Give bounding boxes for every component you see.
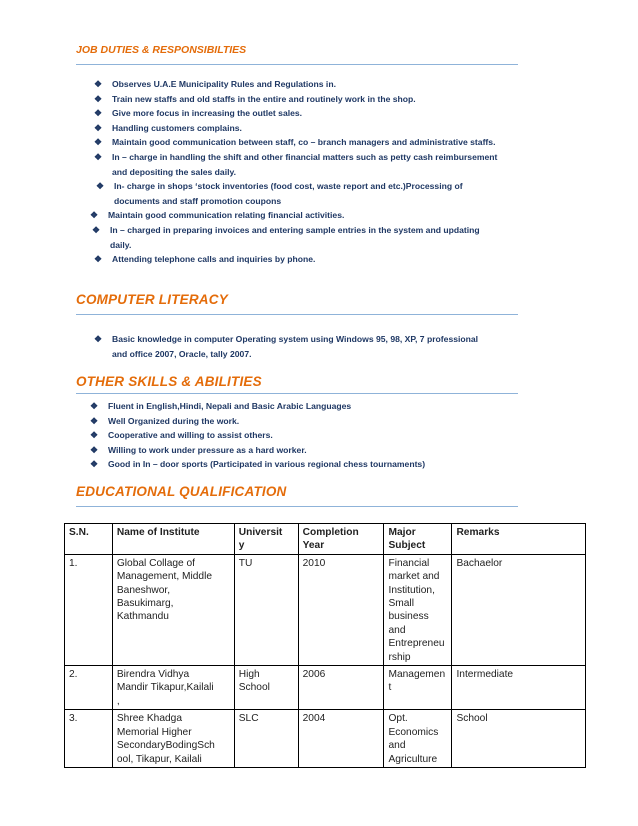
education-table xyxy=(64,523,586,768)
table-cell: High School xyxy=(234,666,298,710)
section-rule xyxy=(76,314,518,315)
list-item-text: daily. xyxy=(110,239,132,250)
list-item xyxy=(94,165,497,180)
list-item xyxy=(96,194,497,209)
table-row xyxy=(65,554,586,665)
table-cell: Managemen t xyxy=(384,666,452,710)
list-item-text: Observes U.A.E Municipality Rules and Regulations in. xyxy=(112,79,336,89)
column-header: Remarks xyxy=(452,524,586,555)
table-cell: Birendra Vidhya Mandir Tikapur,Kailali , xyxy=(112,666,234,710)
list-item xyxy=(94,106,497,121)
list-item-text: Attending telephone calls and inquiries by phone. xyxy=(112,254,316,265)
diamond-bullet-icon: ❖ xyxy=(90,401,99,411)
list-item xyxy=(94,92,497,107)
column-header: Name of Institute xyxy=(112,524,234,555)
diamond-bullet-icon: ❖ xyxy=(90,210,99,221)
list-item-text: and office 2007, Oracle, tally 2007. xyxy=(112,348,252,359)
list-item-text: Fluent in English,Hindi, Nepali and Basic Arabic Languages xyxy=(108,401,352,411)
list-item-text: Maintain good communication relating financial activities. xyxy=(108,210,345,221)
table-cell: 2010 xyxy=(298,554,384,665)
diamond-bullet-icon: ❖ xyxy=(90,444,99,455)
list-item xyxy=(92,223,497,238)
section-rule xyxy=(76,64,518,65)
other-skills-list xyxy=(90,399,425,472)
table-cell: Intermediate xyxy=(452,666,586,710)
list-item xyxy=(94,150,497,165)
diamond-bullet-icon: ❖ xyxy=(94,151,103,162)
table-cell: 1. xyxy=(65,554,113,665)
section-rule xyxy=(76,506,518,507)
education-section xyxy=(76,484,518,507)
list-item xyxy=(94,77,497,92)
section-rule xyxy=(76,393,518,394)
table-cell: 2006 xyxy=(298,666,384,710)
table-cell: Shree Khadga Memorial Higher SecondaryBodingSch ool, Tikapur, Kailali xyxy=(112,710,234,768)
diamond-bullet-icon: ❖ xyxy=(94,334,103,344)
table-cell: Opt. Economics and Agriculture xyxy=(384,710,452,768)
section-title: OTHER SKILLS & ABILITIES xyxy=(76,374,262,389)
list-item-text: Basic knowledge in computer Operating system using Windows 95, 98, XP, 7 professional xyxy=(112,334,479,344)
list-item-text: In- charge in shops ‘stock inventories (food cost, waste report and etc.)Processing of xyxy=(114,181,463,192)
diamond-bullet-icon: ❖ xyxy=(92,224,101,235)
table-row xyxy=(65,710,586,768)
list-item xyxy=(94,347,478,362)
table-cell: Financial market and Institution, Small business and Entrepreneu rship xyxy=(384,554,452,665)
diamond-bullet-icon: ❖ xyxy=(90,459,99,470)
list-item-text: Train new staffs and old staffs in the entire and routinely work in the shop. xyxy=(112,93,416,104)
computer-literacy-list xyxy=(94,332,478,361)
list-item xyxy=(94,135,497,150)
computer-literacy-section xyxy=(76,292,518,315)
list-item-text: Willing to work under pressure as a hard worker. xyxy=(108,444,307,455)
table-cell: SLC xyxy=(234,710,298,768)
list-item xyxy=(90,208,497,223)
column-header: Universit y xyxy=(234,524,298,555)
list-item xyxy=(90,457,425,472)
table-cell: 2. xyxy=(65,666,113,710)
table-cell: TU xyxy=(234,554,298,665)
list-item xyxy=(94,252,497,267)
diamond-bullet-icon: ❖ xyxy=(94,254,103,265)
list-item xyxy=(90,399,425,414)
list-item-text: Maintain good communication between staff, co – branch managers and administrative staffs. xyxy=(112,137,496,148)
list-item-text: and depositing the sales daily. xyxy=(112,166,237,177)
table-cell: Global Collage of Management, Middle Baneshwor, Basukimarg, Kathmandu xyxy=(112,554,234,665)
section-title: COMPUTER LITERACY xyxy=(76,292,228,307)
column-header: Completion Year xyxy=(298,524,384,555)
diamond-bullet-icon: ❖ xyxy=(90,415,99,426)
diamond-bullet-icon: ❖ xyxy=(96,181,105,192)
list-item-text: In – charged in preparing invoices and entering sample entries in the system and updating xyxy=(110,224,480,235)
list-item-text: Handling customers complains. xyxy=(112,122,242,133)
list-item-text: Good in In – door sports (Participated in various regional chess tournaments) xyxy=(108,459,426,470)
table-cell: School xyxy=(452,710,586,768)
table-row xyxy=(65,666,586,710)
list-item xyxy=(90,414,425,429)
section-title: JOB DUTIES & RESPONSIBILTIES xyxy=(76,44,247,56)
diamond-bullet-icon: ❖ xyxy=(94,108,103,119)
list-item xyxy=(96,179,497,194)
diamond-bullet-icon: ❖ xyxy=(94,79,103,89)
list-item xyxy=(94,121,497,136)
job-duties-list xyxy=(90,77,498,267)
table-cell: Bachaelor xyxy=(452,554,586,665)
list-item-text: documents and staff promotion coupons xyxy=(114,195,282,206)
diamond-bullet-icon: ❖ xyxy=(90,430,99,441)
section-title: EDUCATIONAL QUALIFICATION xyxy=(76,484,287,499)
list-item xyxy=(92,238,497,253)
job-duties-section xyxy=(76,44,518,65)
column-header: S.N. xyxy=(65,524,113,555)
diamond-bullet-icon: ❖ xyxy=(94,93,103,104)
table-cell: 2004 xyxy=(298,710,384,768)
list-item xyxy=(94,332,478,347)
list-item-text: Cooperative and willing to assist others. xyxy=(108,430,273,441)
list-item-text: Give more focus in increasing the outlet sales. xyxy=(112,108,303,119)
column-header: Major Subject xyxy=(384,524,452,555)
diamond-bullet-icon: ❖ xyxy=(94,137,103,148)
table-header-row xyxy=(65,524,586,555)
other-skills-section xyxy=(76,374,518,394)
list-item xyxy=(90,428,425,443)
list-item-text: In – charge in handling the shift and other financial matters such as petty cash reimbursement xyxy=(112,151,498,162)
list-item xyxy=(90,443,425,458)
table-cell: 3. xyxy=(65,710,113,768)
diamond-bullet-icon: ❖ xyxy=(94,122,103,133)
list-item-text: Well Organized during the work. xyxy=(108,415,240,426)
